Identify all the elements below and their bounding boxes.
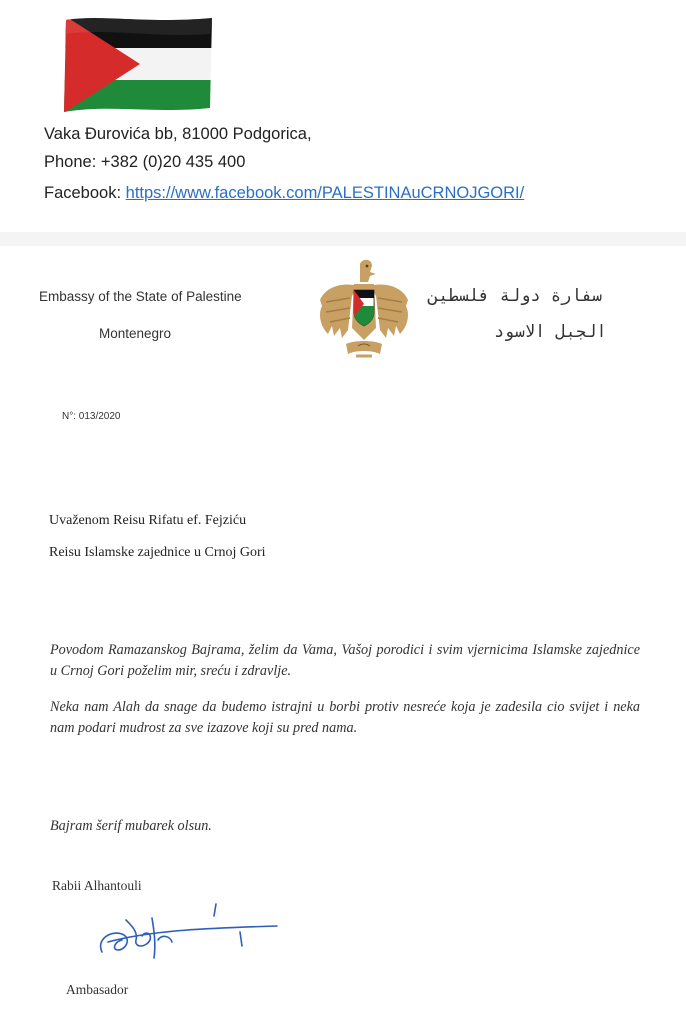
facebook-line <box>44 184 524 203</box>
facebook-link[interactable]: https://www.facebook.com/PALESTINAuCRNOJGORI/ <box>125 184 525 202</box>
embassy-country: Montenegro <box>99 326 172 341</box>
recipient-line-1: Uvaženom Reisu Rifatu ef. Fejziću <box>49 513 247 528</box>
palestine-flag-image <box>62 14 214 114</box>
embassy-name: Embassy of the State of Palestine <box>39 289 242 304</box>
body-paragraph-2: Neka nam Alah da snage da budemo istrajni u borbi protiv nesreće koja je zadesila cio svijet i neka nam podari mudrost za sve izazove koji su pred nama. <box>50 699 640 736</box>
eagle-emblem-icon <box>316 256 412 364</box>
reference-number: N°: 013/2020 <box>62 411 121 422</box>
page-separator <box>0 232 686 246</box>
arabic-embassy-name: سفارة دولة فلسطين <box>428 286 602 306</box>
address-line: Vaka Đurovića bb, 81000 Podgorica, <box>44 125 312 143</box>
handwritten-signature <box>92 900 282 972</box>
recipient-line-2: Reisu Islamske zajednice u Crnoj Gori <box>49 545 266 560</box>
body-paragraph-1: Povodom Ramazanskog Bajrama, želim da Vama, Vašoj porodici i svim vjernicima Islamske zajednice u Crnoj Gori poželim mir, sreću i zdravlje. <box>50 642 640 679</box>
facebook-label: Facebook: <box>44 184 126 202</box>
signatory-name: Rabii Alhantouli <box>52 878 142 893</box>
phone-line: Phone: +382 (0)20 435 400 <box>44 153 246 171</box>
signatory-title: Ambasador <box>66 982 129 997</box>
arabic-country: الجبل الاسود <box>494 322 607 342</box>
closing-greeting: Bajram šerif mubarek olsun. <box>50 818 212 834</box>
